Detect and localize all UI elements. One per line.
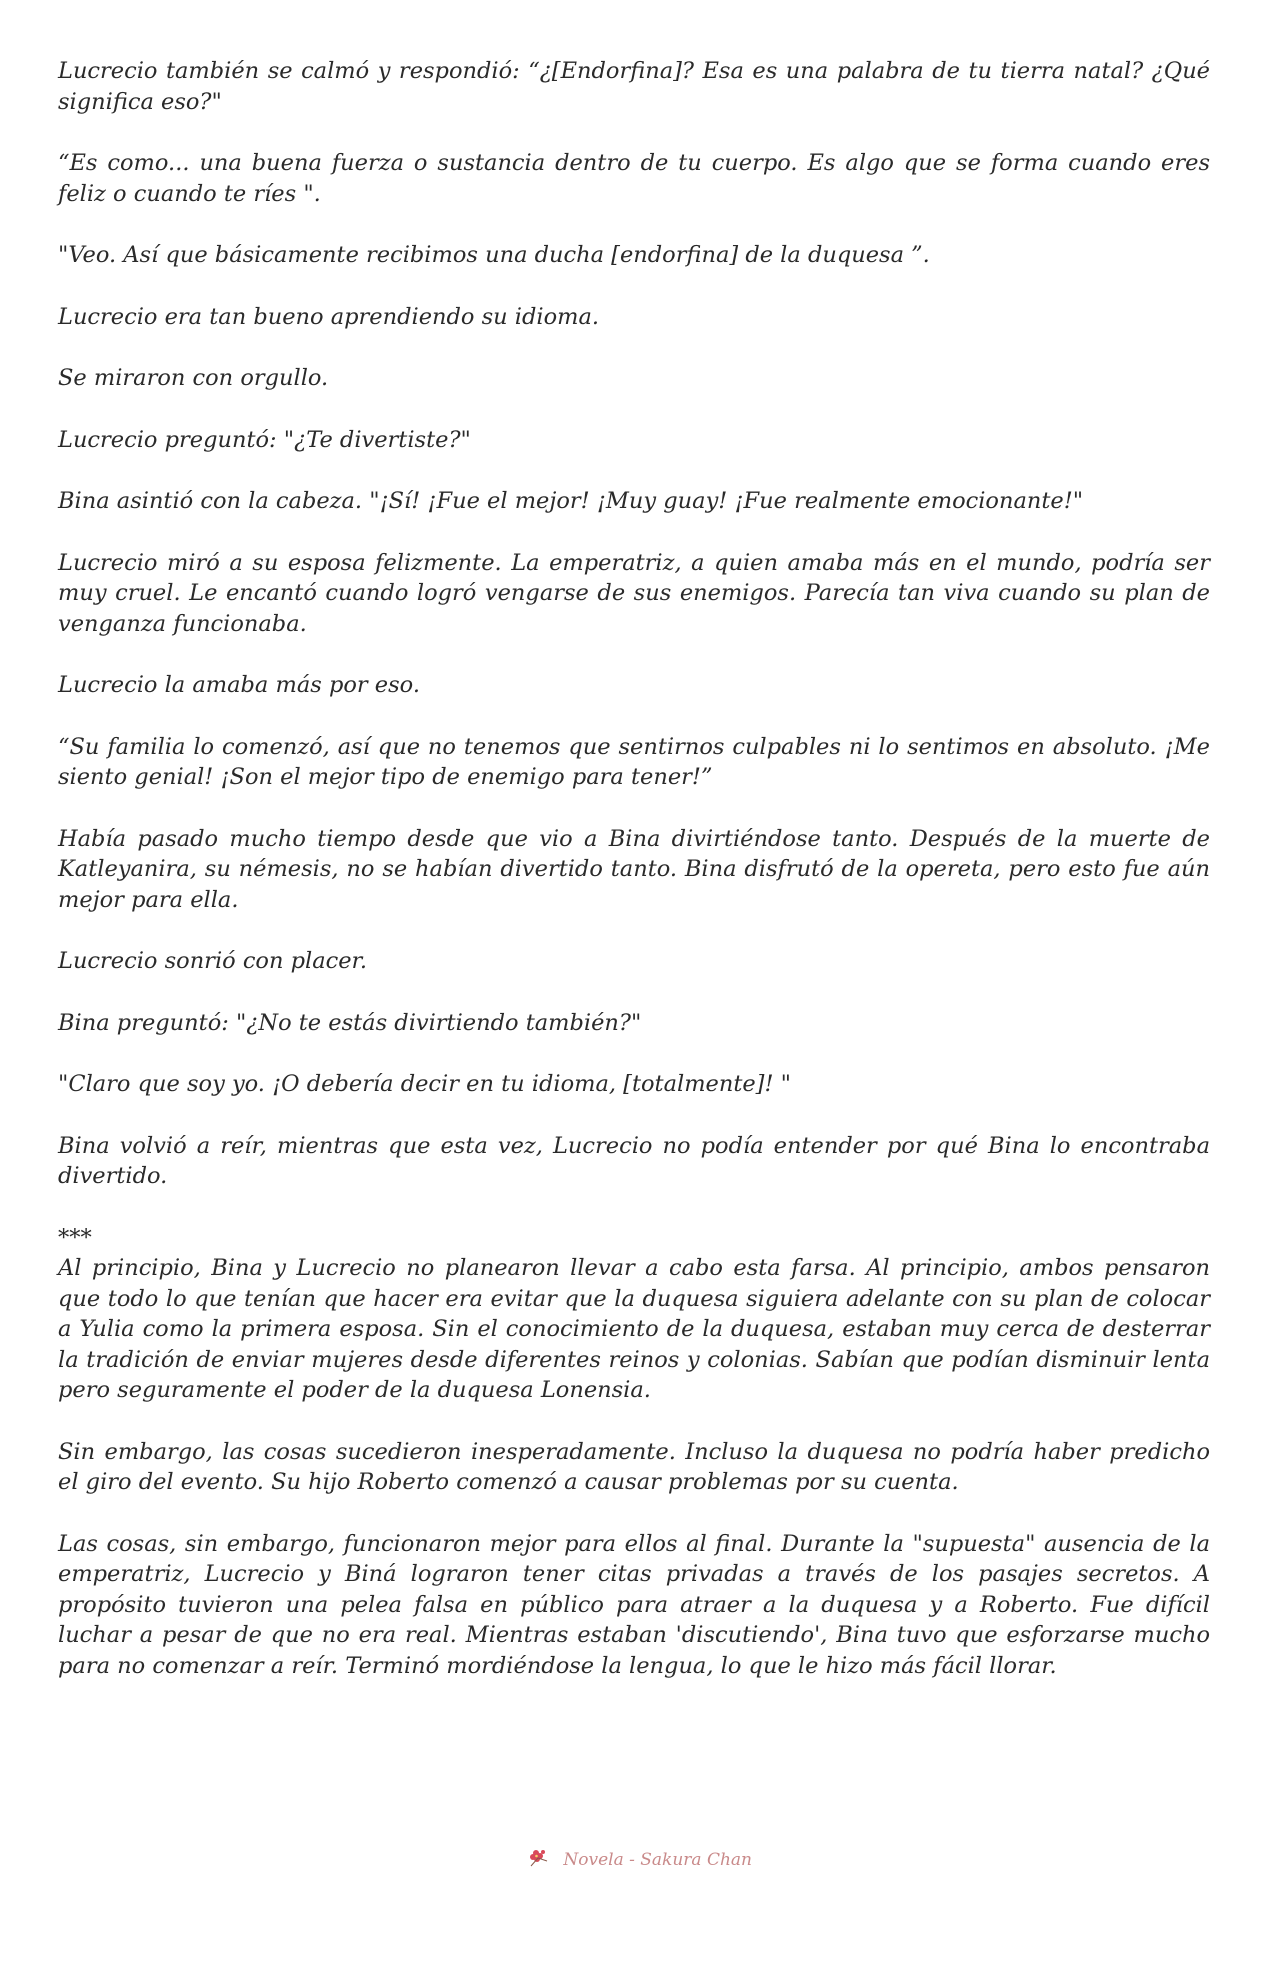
paragraph: Bina volvió a reír, mientras que esta vez, Lucrecio no podía entender por qué Bina lo encontraba divertido.: [58, 1132, 1210, 1189]
paragraph: Lucrecio miró a su esposa felizmente. La emperatriz, a quien amaba más en el mundo, podría ser muy cruel. Le encantó cuando logró vengarse de sus enemigos. Parecía tan viva cuando su plan de venganza funcionaba.: [58, 549, 1210, 637]
paragraph: Las cosas, sin embargo, funcionaron mejor para ellos al final. Durante la "supuesta" ausencia de la emperatriz, Lucrecio y Biná lograron tener citas privadas a través de los pasajes secretos. A propósito tuvieron una pelea falsa en público para atraer a la duquesa y a Roberto. Fue difícil luchar a pesar de que no era real. Mientras estaban 'discutiendo', Bina tuvo que esforzarse mucho para no comenzar a reír. Terminó mordiéndose la lengua, lo que le hizo más fácil llorar.: [58, 1530, 1210, 1679]
paragraph: Se miraron con orgullo.: [58, 365, 329, 391]
paragraph: Había pasado mucho tiempo desde que vio a Bina divirtiéndose tanto. Después de la muerte de Katleyanira, su némesis, no se habían divertido tanto. Bina disfrutó de la opereta, pero esto fue aún mejor para ella.: [58, 825, 1210, 913]
paragraph: Bina asintió con la cabeza. "¡Sí! ¡Fue el mejor! ¡Muy guay! ¡Fue realmente emocionante!": [58, 488, 1084, 514]
paragraph: Sin embargo, las cosas sucedieron inesperadamente. Incluso la duquesa no podría haber predicho el giro del evento. Su hijo Roberto comenzó a causar problemas por su cuenta.: [58, 1438, 1210, 1495]
paragraph: Lucrecio sonrió con placer.: [58, 948, 367, 974]
paragraph: Lucrecio era tan bueno aprendiendo su idioma.: [58, 303, 600, 330]
paragraph: “Es como... una buena fuerza o sustancia dentro de tu cuerpo. Es algo que se forma cuando eres feliz o cuando te ríes ".: [58, 150, 1210, 207]
paragraph: "Veo. Así que básicamente recibimos una ducha [endorfina] de la duquesa ”.: [58, 242, 930, 268]
paragraph: Lucrecio también se calmó y respondió: “¿[Endorfina]? Esa es una palabra de tu tierra natal? ¿Qué significa eso?": [58, 58, 1210, 115]
footer-credit: Novela - Sakura Chan: [563, 1850, 753, 1870]
paragraph: “Su familia lo comenzó, así que no tenemos que sentirnos culpables ni lo sentimos en absoluto. ¡Me siento genial! ¡Son el mejor tipo de enemigo para tener!”: [58, 733, 1210, 790]
paragraph: "Claro que soy yo. ¡O debería decir en tu idioma, [totalmente]! ": [58, 1071, 792, 1097]
paragraph: Lucrecio preguntó: "¿Te divertiste?": [58, 426, 471, 453]
story-text: [58, 56, 1210, 1681]
paragraph: Al principio, Bina y Lucrecio no planearon llevar a cabo esta farsa. Al principio, ambos pensaron que todo lo que tenían que hacer era evitar que la duquesa siguiera adelante con su plan de colocar a Yulia como la primera esposa. Sin el conocimiento de la duquesa, estaban muy cerca de desterrar la tradición de enviar mujeres desde diferentes reinos y colonias. Sabían que podían disminuir lenta pero seguramente el poder de la duquesa Lonensia.: [58, 1255, 1210, 1403]
paragraph: Bina preguntó: "¿No te estás divirtiendo también?": [58, 1009, 642, 1036]
scene-separator: ***: [58, 1224, 92, 1251]
paragraph: Lucrecio la amaba más por eso.: [58, 672, 420, 698]
page-footer: [0, 1848, 1280, 1873]
sakura-flower-icon: [528, 1848, 550, 1873]
